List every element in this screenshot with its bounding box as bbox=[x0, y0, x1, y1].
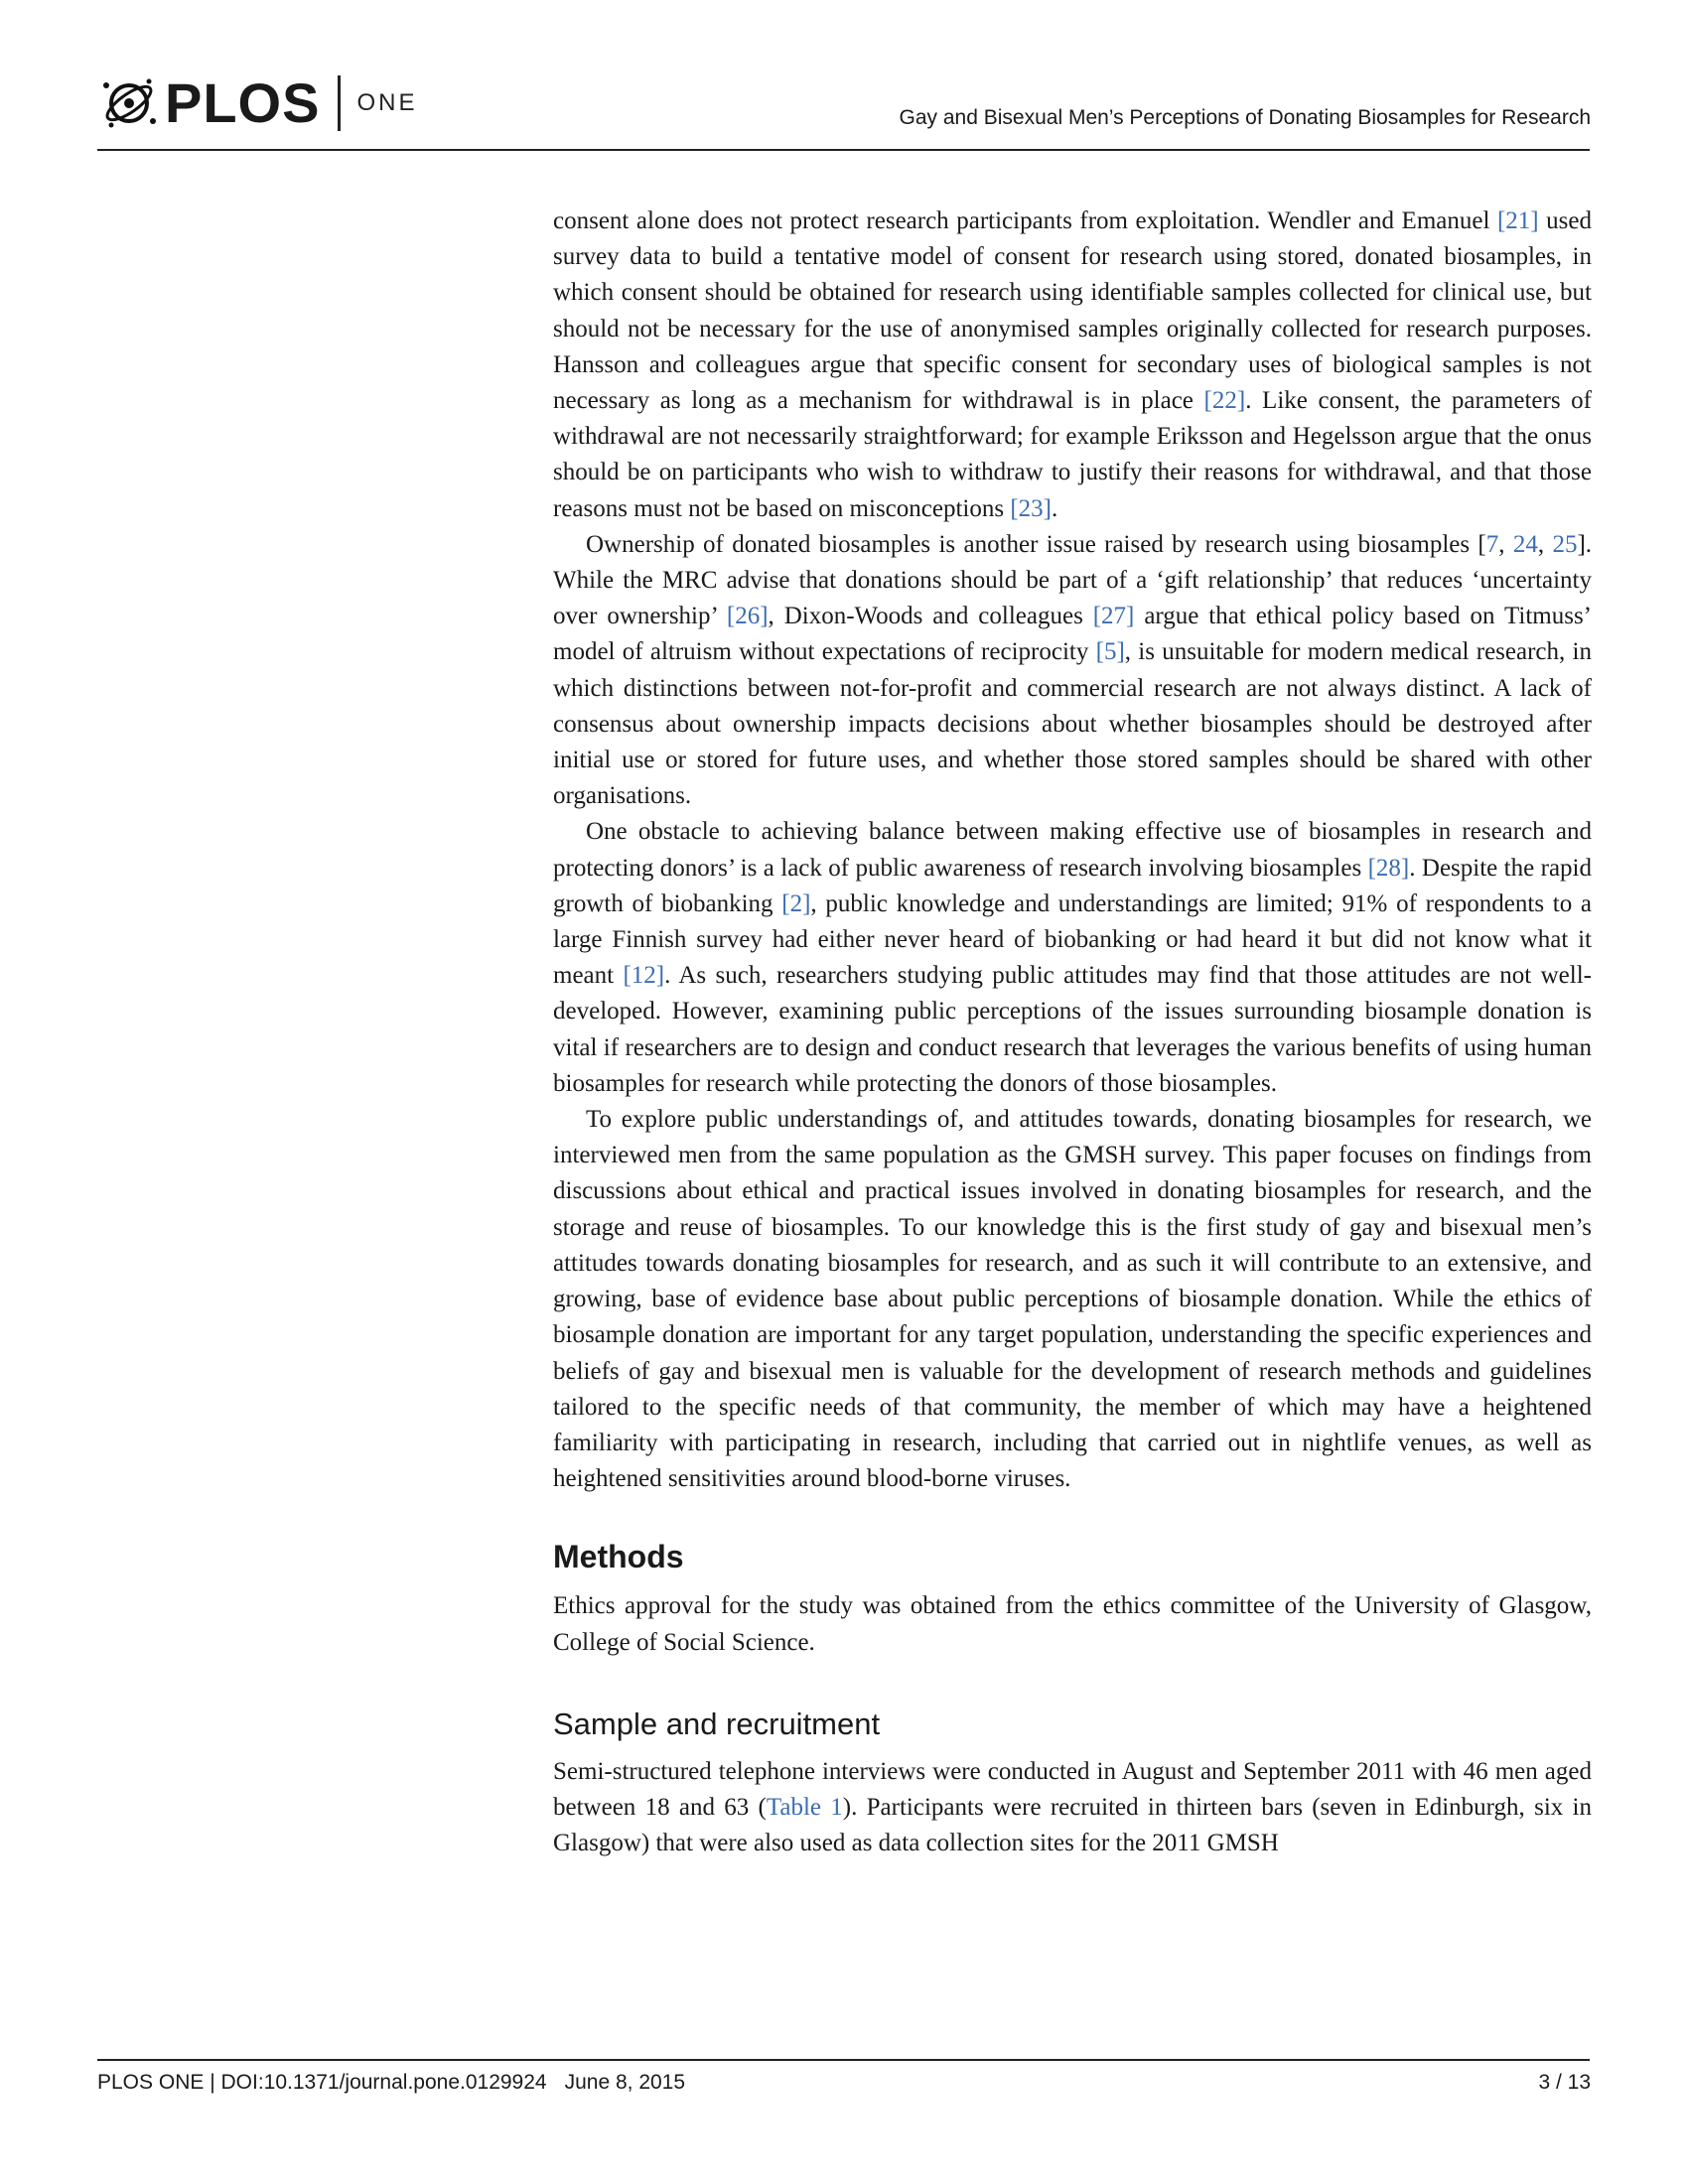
header-rule bbox=[97, 149, 1590, 151]
footer-date: June 8, 2015 bbox=[564, 2071, 686, 2094]
citation-link[interactable]: [28] bbox=[1367, 854, 1410, 882]
paragraph-text: ). Participants were recruited in thirteen bars (seven in Edinburgh, six in Glasgow) that were also used as data collection sites for the 2011 GMSH bbox=[553, 1793, 1592, 1857]
plos-one-logo[interactable] bbox=[97, 71, 417, 135]
footer-citation bbox=[97, 2071, 685, 2095]
footer-journal-doi[interactable]: PLOS ONE | DOI:10.1371/journal.pone.0129924 bbox=[97, 2071, 547, 2094]
body-paragraph bbox=[553, 204, 1592, 527]
citation-link[interactable]: Table 1 bbox=[766, 1793, 843, 1821]
logo-subtext: ONE bbox=[356, 89, 418, 116]
logo-divider bbox=[338, 75, 341, 131]
citation-link[interactable]: [12] bbox=[623, 962, 665, 990]
body-paragraph bbox=[553, 1102, 1592, 1497]
paragraph-text: One obstacle to achieving balance between making effective use of biosamples in research and protecting donors’ is a lack of public awareness of research involving biosamples bbox=[553, 818, 1592, 882]
page-number: 3 / 13 bbox=[1538, 2071, 1591, 2094]
paragraph-text: ]. While the MRC advise that donations should be part of a ‘gift relationship’ that reduces ‘uncertainty over ownership’ bbox=[553, 530, 1593, 630]
citation-link[interactable]: [22] bbox=[1203, 387, 1246, 415]
body-paragraph bbox=[553, 814, 1592, 1102]
citation-link[interactable]: 25 bbox=[1552, 530, 1578, 558]
subsection-heading-sample: Sample and recruitment bbox=[553, 1706, 881, 1741]
citation-link[interactable]: [23] bbox=[1010, 494, 1052, 522]
paragraph-text: used survey data to build a tentative model of consent for research using stored, donated biosamples, in which consent should be obtained for research using identifiable samples collected for clinical use, but should not be necessary for the use of anonymised samples originally collected for research purposes. Hansson and colleagues argue that specific consent for secondary uses of biological samples is not necessary as long as a mechanism for withdrawal is in place bbox=[553, 207, 1592, 415]
paragraph-text: . Like consent, the parameters of withdrawal are not necessarily straightforward; for example Eriksson and Hegelsson argue that the onus should be on participants who wish to withdraw to justify their reasons for withdrawal, and that those reasons must not be based on misconceptions bbox=[553, 387, 1593, 522]
body-paragraph bbox=[553, 527, 1592, 815]
plos-globe-icon bbox=[97, 71, 161, 135]
paragraph-text: To explore public understandings of, and attitudes towards, donating biosamples for research, we interviewed men from the same population as the GMSH survey. This paper focuses on findings from discussions about ethical and practical issues involved in donating biosamples for research, and the storage and reuse of biosamples. To our knowledge this is the first study of gay and bisexual men’s attitudes towards donating biosamples for research, and as such it will contribute to an extensive, and growing, base of evidence base about public perceptions of biosample donation. While the ethics of biosample donation are important for any target population, understanding the specific experiences and beliefs of gay and bisexual men is valuable for the development of research methods and guidelines tailored to the specific needs of that community, the member of which may have a heightened familiarity with participating in research, including that carried out in nightlife venues, as well as heightened sensitivities around blood-borne viruses. bbox=[553, 1106, 1592, 1493]
paragraph-text: , is unsuitable for modern medical research, in which distinctions between not-for-profit and commercial research are not always distinct. A lack of consensus about ownership impacts decisions about whether biosamples should be destroyed after initial use or stored for future uses, and whether those stored samples should be shared with other organisations. bbox=[553, 638, 1592, 810]
paragraph-text: , public knowledge and understandings are limited; 91% of respondents to a large Finnish survey had either never heard of biobanking or had heard it but did not know what it meant bbox=[553, 889, 1593, 990]
citation-link[interactable]: [27] bbox=[1092, 603, 1135, 630]
paragraph-text: . As such, researchers studying public attitudes may find that those attitudes are not well-developed. However, examining public perceptions of the issues surrounding biosample donation is vital if researchers are to design and conduct research that leverages the various benefits of using human biosamples for research while protecting the donors of those biosamples. bbox=[553, 962, 1592, 1097]
article-body bbox=[553, 204, 1592, 1861]
citation-link[interactable]: 24 bbox=[1512, 530, 1538, 558]
citation-link[interactable]: [5] bbox=[1095, 638, 1125, 666]
sample-paragraph bbox=[553, 1754, 1592, 1862]
paragraph-text: Ownership of donated biosamples is another issue raised by research using biosamples [ bbox=[586, 530, 1486, 558]
logo-wordmark: PLOS bbox=[165, 71, 321, 134]
running-title: Gay and Bisexual Men’s Perceptions of Donating Biosamples for Research bbox=[899, 106, 1591, 129]
citation-link[interactable]: 7 bbox=[1485, 530, 1499, 558]
paragraph-text: . Despite the rapid growth of biobanking bbox=[553, 854, 1592, 917]
paragraph-text: argue that ethical policy based on Titmuss’ model of altruism without expectations of reciprocity bbox=[553, 603, 1592, 666]
section-heading-methods: Methods bbox=[553, 1539, 684, 1575]
citation-link[interactable]: [2] bbox=[781, 889, 811, 917]
methods-paragraph: Ethics approval for the study was obtained from the ethics committee of the University of Glasgow, College of Social Science. bbox=[553, 1592, 1592, 1656]
paragraph-text: Semi-structured telephone interviews were conducted in August and September 2011 with 46 men aged between 18 and 63 ( bbox=[553, 1757, 1592, 1821]
citation-link[interactable]: [26] bbox=[726, 603, 769, 630]
paragraph-text: , bbox=[1537, 530, 1553, 558]
footer-rule bbox=[97, 2059, 1590, 2061]
citation-link[interactable]: [21] bbox=[1496, 207, 1539, 234]
paragraph-text: , Dixon-Woods and colleagues bbox=[768, 603, 1093, 630]
intro-paragraphs bbox=[553, 204, 1592, 1497]
paragraph-text: . bbox=[1052, 494, 1058, 522]
paragraph-text: consent alone does not protect research participants from exploitation. Wendler and Emanuel bbox=[553, 207, 1497, 234]
paragraph-text: , bbox=[1498, 530, 1513, 558]
